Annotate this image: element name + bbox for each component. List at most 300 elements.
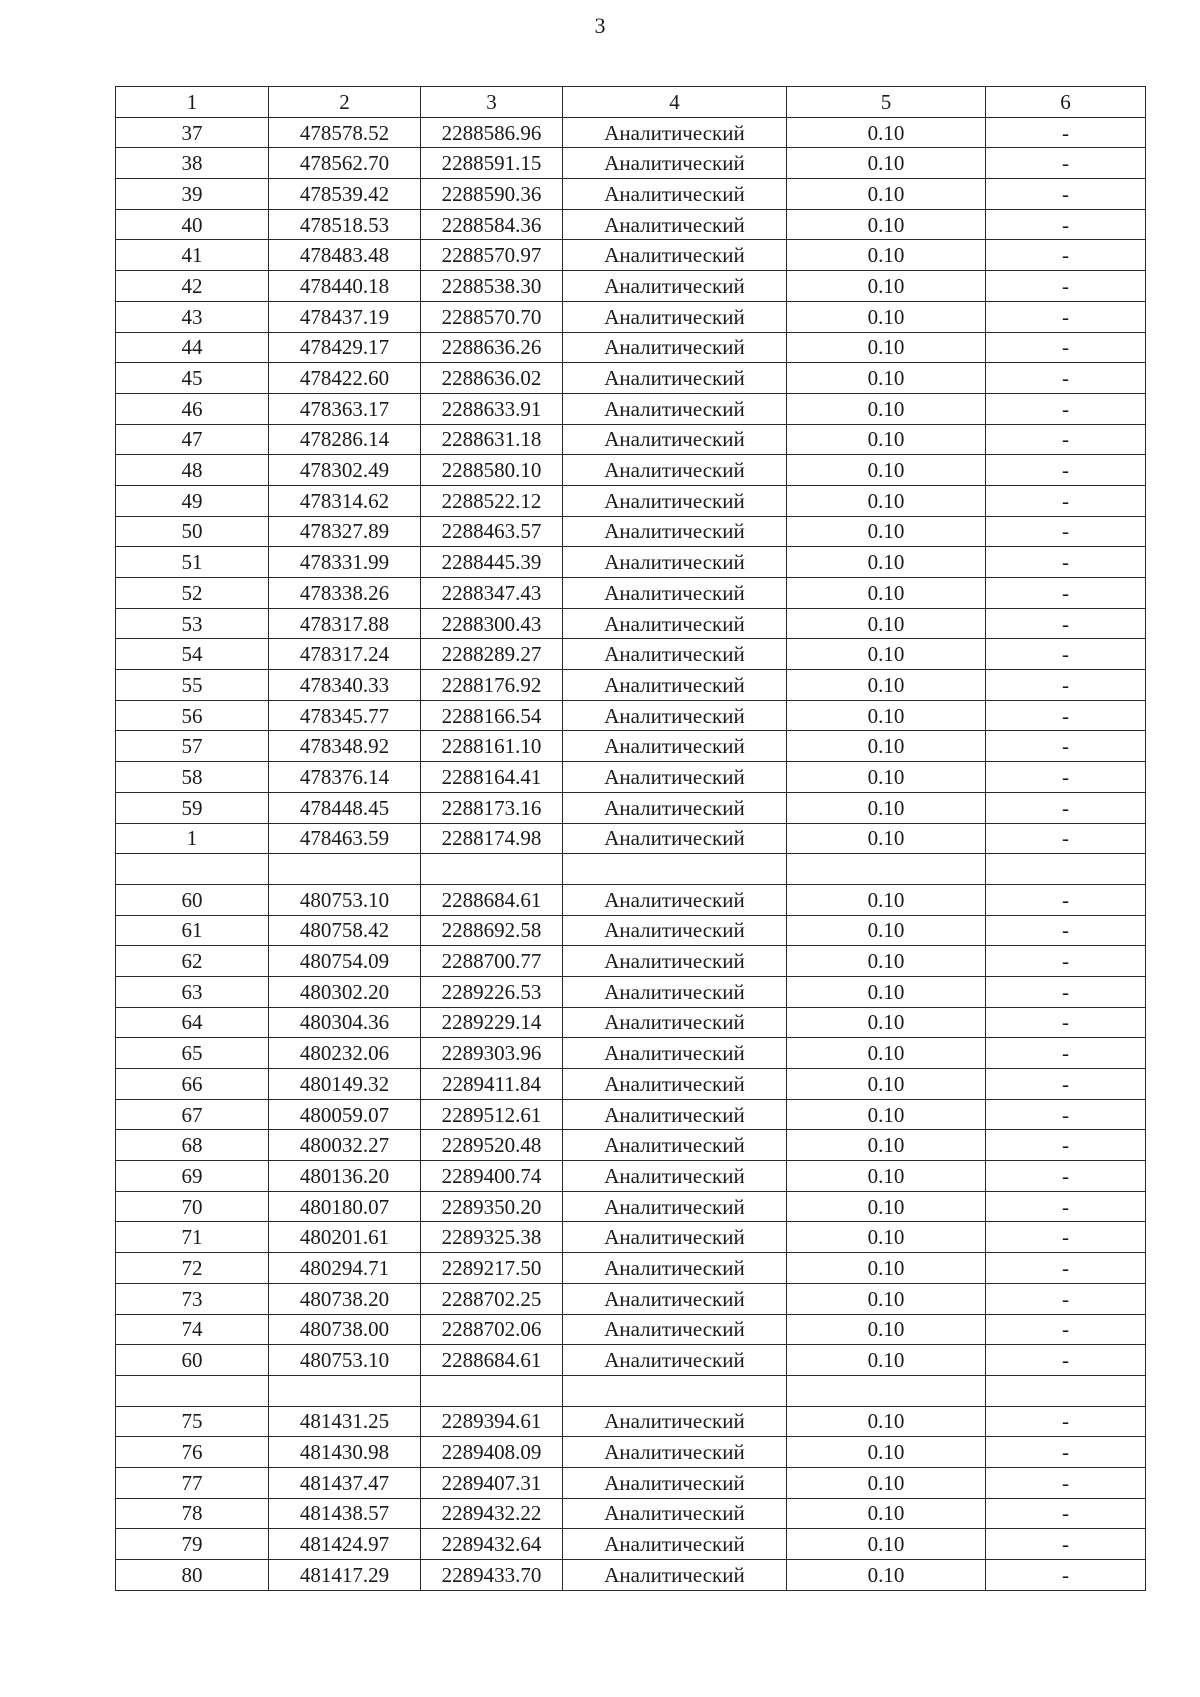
table-row — [116, 608, 1146, 639]
table-row — [116, 1130, 1146, 1161]
point-number-cell: 78 — [116, 1498, 269, 1529]
x-coordinate-cell: 478376.14 — [269, 762, 421, 793]
point-number-cell: 74 — [116, 1314, 269, 1345]
accuracy-cell: 0.10 — [787, 608, 986, 639]
table-header-row — [116, 87, 1146, 118]
note-cell: - — [986, 363, 1146, 394]
accuracy-cell: 0.10 — [787, 424, 986, 455]
table-row — [116, 1038, 1146, 1069]
note-cell: - — [986, 1345, 1146, 1376]
point-number-cell: 67 — [116, 1099, 269, 1130]
method-cell: Аналитический — [563, 608, 787, 639]
x-coordinate-cell: 481417.29 — [269, 1560, 421, 1591]
point-number-cell: 69 — [116, 1161, 269, 1192]
accuracy-cell: 0.10 — [787, 731, 986, 762]
method-cell: Аналитический — [563, 209, 787, 240]
note-cell: - — [986, 301, 1146, 332]
method-cell: Аналитический — [563, 1253, 787, 1284]
x-coordinate-cell: 480738.20 — [269, 1283, 421, 1314]
table-row — [116, 424, 1146, 455]
accuracy-cell: 0.10 — [787, 1038, 986, 1069]
point-number-cell: 58 — [116, 762, 269, 793]
method-cell: Аналитический — [563, 670, 787, 701]
method-cell: Аналитический — [563, 1345, 787, 1376]
method-cell: Аналитический — [563, 1161, 787, 1192]
y-coordinate-cell: 2288522.12 — [421, 485, 563, 516]
note-cell: - — [986, 731, 1146, 762]
y-coordinate-cell: 2288445.39 — [421, 547, 563, 578]
table-row — [116, 516, 1146, 547]
accuracy-cell: 0.10 — [787, 240, 986, 271]
accuracy-cell: 0.10 — [787, 976, 986, 1007]
table-row — [116, 1345, 1146, 1376]
table-row — [116, 455, 1146, 486]
x-coordinate-cell: 481424.97 — [269, 1529, 421, 1560]
y-coordinate-cell: 2288176.92 — [421, 670, 563, 701]
table-row — [116, 700, 1146, 731]
accuracy-cell: 0.10 — [787, 915, 986, 946]
y-coordinate-cell: 2289411.84 — [421, 1069, 563, 1100]
note-cell: - — [986, 915, 1146, 946]
method-cell: Аналитический — [563, 271, 787, 302]
method-cell: Аналитический — [563, 424, 787, 455]
note-cell: - — [986, 792, 1146, 823]
x-coordinate-cell: 478429.17 — [269, 332, 421, 363]
method-cell: Аналитический — [563, 884, 787, 915]
note-cell: - — [986, 823, 1146, 854]
page-number: 3 — [594, 13, 606, 38]
point-number-cell: 49 — [116, 485, 269, 516]
method-cell: Аналитический — [563, 578, 787, 609]
point-number-cell: 42 — [116, 271, 269, 302]
y-coordinate-cell: 2288684.61 — [421, 884, 563, 915]
header-cell: 4 — [563, 87, 787, 118]
accuracy-cell: 0.10 — [787, 1099, 986, 1130]
point-number-cell: 59 — [116, 792, 269, 823]
method-cell: Аналитический — [563, 1314, 787, 1345]
y-coordinate-cell: 2289325.38 — [421, 1222, 563, 1253]
method-cell: Аналитический — [563, 946, 787, 977]
accuracy-cell: 0.10 — [787, 332, 986, 363]
y-coordinate-cell: 2288692.58 — [421, 915, 563, 946]
method-cell: Аналитический — [563, 240, 787, 271]
y-coordinate-cell: 2288636.02 — [421, 363, 563, 394]
note-cell: - — [986, 700, 1146, 731]
accuracy-cell: 0.10 — [787, 1007, 986, 1038]
y-coordinate-cell: 2289394.61 — [421, 1406, 563, 1437]
note-cell: - — [986, 578, 1146, 609]
note-cell: - — [986, 1437, 1146, 1468]
x-coordinate-cell: 480232.06 — [269, 1038, 421, 1069]
point-number-cell: 79 — [116, 1529, 269, 1560]
x-coordinate-cell: 481438.57 — [269, 1498, 421, 1529]
method-cell: Аналитический — [563, 1498, 787, 1529]
y-coordinate-cell: 2289350.20 — [421, 1191, 563, 1222]
method-cell: Аналитический — [563, 1038, 787, 1069]
table-row — [116, 485, 1146, 516]
y-coordinate-cell: 2288586.96 — [421, 117, 563, 148]
table-row — [116, 271, 1146, 302]
x-coordinate-cell — [269, 854, 421, 885]
accuracy-cell: 0.10 — [787, 1069, 986, 1100]
table-row — [116, 976, 1146, 1007]
point-number-cell: 55 — [116, 670, 269, 701]
accuracy-cell — [787, 854, 986, 885]
table-row — [116, 823, 1146, 854]
note-cell: - — [986, 1406, 1146, 1437]
note-cell: - — [986, 1529, 1146, 1560]
method-cell: Аналитический — [563, 117, 787, 148]
method-cell: Аналитический — [563, 1283, 787, 1314]
note-cell: - — [986, 762, 1146, 793]
note-cell: - — [986, 670, 1146, 701]
x-coordinate-cell: 481437.47 — [269, 1467, 421, 1498]
point-number-cell: 72 — [116, 1253, 269, 1284]
x-coordinate-cell: 478286.14 — [269, 424, 421, 455]
note-cell: - — [986, 485, 1146, 516]
x-coordinate-cell: 480753.10 — [269, 884, 421, 915]
accuracy-cell: 0.10 — [787, 1437, 986, 1468]
method-cell: Аналитический — [563, 1437, 787, 1468]
note-cell: - — [986, 946, 1146, 977]
note-cell: - — [986, 1069, 1146, 1100]
method-cell: Аналитический — [563, 1560, 787, 1591]
method-cell: Аналитический — [563, 792, 787, 823]
point-number-cell: 51 — [116, 547, 269, 578]
note-cell: - — [986, 1283, 1146, 1314]
x-coordinate-cell — [269, 1375, 421, 1406]
accuracy-cell: 0.10 — [787, 455, 986, 486]
y-coordinate-cell: 2288463.57 — [421, 516, 563, 547]
accuracy-cell: 0.10 — [787, 1130, 986, 1161]
accuracy-cell: 0.10 — [787, 1222, 986, 1253]
table-row — [116, 301, 1146, 332]
table-row — [116, 209, 1146, 240]
accuracy-cell: 0.10 — [787, 393, 986, 424]
accuracy-cell: 0.10 — [787, 179, 986, 210]
x-coordinate-cell: 478331.99 — [269, 547, 421, 578]
note-cell: - — [986, 148, 1146, 179]
accuracy-cell: 0.10 — [787, 148, 986, 179]
table-row — [116, 240, 1146, 271]
y-coordinate-cell: 2289432.22 — [421, 1498, 563, 1529]
point-number-cell: 63 — [116, 976, 269, 1007]
point-number-cell: 53 — [116, 608, 269, 639]
table-row — [116, 179, 1146, 210]
note-cell: - — [986, 1130, 1146, 1161]
table-row — [116, 762, 1146, 793]
table-row — [116, 578, 1146, 609]
x-coordinate-cell: 480753.10 — [269, 1345, 421, 1376]
table-row — [116, 1283, 1146, 1314]
point-number-cell: 38 — [116, 148, 269, 179]
point-number-cell: 60 — [116, 1345, 269, 1376]
table-row — [116, 1222, 1146, 1253]
accuracy-cell: 0.10 — [787, 209, 986, 240]
point-number-cell: 60 — [116, 884, 269, 915]
point-number-cell: 80 — [116, 1560, 269, 1591]
accuracy-cell: 0.10 — [787, 271, 986, 302]
point-number-cell: 52 — [116, 578, 269, 609]
y-coordinate-cell: 2289229.14 — [421, 1007, 563, 1038]
note-cell: - — [986, 455, 1146, 486]
method-cell: Аналитический — [563, 332, 787, 363]
table-row — [116, 639, 1146, 670]
y-coordinate-cell: 2288702.25 — [421, 1283, 563, 1314]
x-coordinate-cell: 478327.89 — [269, 516, 421, 547]
x-coordinate-cell: 480294.71 — [269, 1253, 421, 1284]
y-coordinate-cell: 2288700.77 — [421, 946, 563, 977]
note-cell: - — [986, 1467, 1146, 1498]
table-row — [116, 1191, 1146, 1222]
method-cell: Аналитический — [563, 301, 787, 332]
header-cell: 1 — [116, 87, 269, 118]
method-cell: Аналитический — [563, 976, 787, 1007]
table-spacer-row — [116, 854, 1146, 885]
note-cell: - — [986, 393, 1146, 424]
method-cell: Аналитический — [563, 1222, 787, 1253]
x-coordinate-cell: 480180.07 — [269, 1191, 421, 1222]
x-coordinate-cell: 478348.92 — [269, 731, 421, 762]
table-row — [116, 946, 1146, 977]
x-coordinate-cell: 478363.17 — [269, 393, 421, 424]
x-coordinate-cell: 480738.00 — [269, 1314, 421, 1345]
point-number-cell: 43 — [116, 301, 269, 332]
accuracy-cell: 0.10 — [787, 946, 986, 977]
note-cell: - — [986, 884, 1146, 915]
y-coordinate-cell — [421, 1375, 563, 1406]
point-number-cell — [116, 1375, 269, 1406]
y-coordinate-cell: 2288174.98 — [421, 823, 563, 854]
y-coordinate-cell: 2289512.61 — [421, 1099, 563, 1130]
x-coordinate-cell: 478562.70 — [269, 148, 421, 179]
method-cell: Аналитический — [563, 148, 787, 179]
point-number-cell: 73 — [116, 1283, 269, 1314]
method-cell: Аналитический — [563, 1529, 787, 1560]
accuracy-cell: 0.10 — [787, 1406, 986, 1437]
note-cell: - — [986, 1099, 1146, 1130]
y-coordinate-cell: 2289520.48 — [421, 1130, 563, 1161]
method-cell: Аналитический — [563, 823, 787, 854]
y-coordinate-cell: 2288570.97 — [421, 240, 563, 271]
y-coordinate-cell: 2288702.06 — [421, 1314, 563, 1345]
note-cell: - — [986, 976, 1146, 1007]
y-coordinate-cell: 2288570.70 — [421, 301, 563, 332]
method-cell: Аналитический — [563, 547, 787, 578]
method-cell: Аналитический — [563, 179, 787, 210]
header-cell: 6 — [986, 87, 1146, 118]
table-row — [116, 884, 1146, 915]
y-coordinate-cell: 2289303.96 — [421, 1038, 563, 1069]
table-row — [116, 363, 1146, 394]
accuracy-cell: 0.10 — [787, 1283, 986, 1314]
method-cell: Аналитический — [563, 1467, 787, 1498]
method-cell: Аналитический — [563, 1099, 787, 1130]
point-number-cell: 50 — [116, 516, 269, 547]
table-row — [116, 1529, 1146, 1560]
method-cell: Аналитический — [563, 516, 787, 547]
note-cell: - — [986, 1253, 1146, 1284]
accuracy-cell: 0.10 — [787, 578, 986, 609]
point-number-cell: 44 — [116, 332, 269, 363]
y-coordinate-cell: 2288538.30 — [421, 271, 563, 302]
accuracy-cell: 0.10 — [787, 1345, 986, 1376]
x-coordinate-cell: 478518.53 — [269, 209, 421, 240]
y-coordinate-cell: 2288636.26 — [421, 332, 563, 363]
y-coordinate-cell: 2288684.61 — [421, 1345, 563, 1376]
x-coordinate-cell: 478422.60 — [269, 363, 421, 394]
table-row — [116, 915, 1146, 946]
point-number-cell: 76 — [116, 1437, 269, 1468]
method-cell: Аналитический — [563, 639, 787, 670]
accuracy-cell: 0.10 — [787, 363, 986, 394]
y-coordinate-cell: 2288173.16 — [421, 792, 563, 823]
y-coordinate-cell: 2289408.09 — [421, 1437, 563, 1468]
table-row — [116, 1007, 1146, 1038]
x-coordinate-cell: 478539.42 — [269, 179, 421, 210]
note-cell: - — [986, 1038, 1146, 1069]
point-number-cell: 61 — [116, 915, 269, 946]
x-coordinate-cell: 480136.20 — [269, 1161, 421, 1192]
method-cell: Аналитический — [563, 915, 787, 946]
note-cell: - — [986, 209, 1146, 240]
accuracy-cell: 0.10 — [787, 301, 986, 332]
accuracy-cell: 0.10 — [787, 823, 986, 854]
table-row — [116, 148, 1146, 179]
accuracy-cell: 0.10 — [787, 1253, 986, 1284]
method-cell — [563, 854, 787, 885]
y-coordinate-cell: 2288347.43 — [421, 578, 563, 609]
y-coordinate-cell: 2288633.91 — [421, 393, 563, 424]
header-cell: 2 — [269, 87, 421, 118]
accuracy-cell: 0.10 — [787, 670, 986, 701]
point-number-cell: 37 — [116, 117, 269, 148]
table-row — [116, 1560, 1146, 1591]
method-cell: Аналитический — [563, 485, 787, 516]
x-coordinate-cell: 480754.09 — [269, 946, 421, 977]
accuracy-cell: 0.10 — [787, 1467, 986, 1498]
x-coordinate-cell: 478345.77 — [269, 700, 421, 731]
point-number-cell: 39 — [116, 179, 269, 210]
table-row — [116, 1253, 1146, 1284]
x-coordinate-cell: 478437.19 — [269, 301, 421, 332]
point-number-cell: 71 — [116, 1222, 269, 1253]
x-coordinate-cell: 478338.26 — [269, 578, 421, 609]
accuracy-cell: 0.10 — [787, 639, 986, 670]
note-cell: - — [986, 1161, 1146, 1192]
x-coordinate-cell: 478340.33 — [269, 670, 421, 701]
x-coordinate-cell: 478448.45 — [269, 792, 421, 823]
accuracy-cell: 0.10 — [787, 700, 986, 731]
table-row — [116, 1498, 1146, 1529]
note-cell: - — [986, 271, 1146, 302]
note-cell: - — [986, 179, 1146, 210]
y-coordinate-cell: 2289433.70 — [421, 1560, 563, 1591]
x-coordinate-cell: 480758.42 — [269, 915, 421, 946]
x-coordinate-cell: 481431.25 — [269, 1406, 421, 1437]
accuracy-cell: 0.10 — [787, 516, 986, 547]
x-coordinate-cell: 480302.20 — [269, 976, 421, 1007]
table-row — [116, 332, 1146, 363]
x-coordinate-cell: 480032.27 — [269, 1130, 421, 1161]
y-coordinate-cell: 2288591.15 — [421, 148, 563, 179]
x-coordinate-cell: 478302.49 — [269, 455, 421, 486]
method-cell: Аналитический — [563, 455, 787, 486]
x-coordinate-cell: 478314.62 — [269, 485, 421, 516]
y-coordinate-cell: 2288166.54 — [421, 700, 563, 731]
accuracy-cell: 0.10 — [787, 117, 986, 148]
point-number-cell: 1 — [116, 823, 269, 854]
x-coordinate-cell: 480149.32 — [269, 1069, 421, 1100]
accuracy-cell: 0.10 — [787, 1191, 986, 1222]
point-number-cell: 62 — [116, 946, 269, 977]
point-number-cell — [116, 854, 269, 885]
x-coordinate-cell: 478483.48 — [269, 240, 421, 271]
y-coordinate-cell: 2288590.36 — [421, 179, 563, 210]
table-row — [116, 1069, 1146, 1100]
point-number-cell: 77 — [116, 1467, 269, 1498]
point-number-cell: 46 — [116, 393, 269, 424]
table-row — [116, 792, 1146, 823]
table-row — [116, 731, 1146, 762]
x-coordinate-cell: 481430.98 — [269, 1437, 421, 1468]
header-cell: 3 — [421, 87, 563, 118]
y-coordinate-cell: 2289217.50 — [421, 1253, 563, 1284]
table-body — [116, 87, 1146, 1591]
x-coordinate-cell: 480304.36 — [269, 1007, 421, 1038]
accuracy-cell: 0.10 — [787, 547, 986, 578]
table-row — [116, 1099, 1146, 1130]
note-cell: - — [986, 1007, 1146, 1038]
table-row — [116, 393, 1146, 424]
note-cell: - — [986, 1314, 1146, 1345]
point-number-cell: 45 — [116, 363, 269, 394]
y-coordinate-cell: 2289432.64 — [421, 1529, 563, 1560]
point-number-cell: 56 — [116, 700, 269, 731]
point-number-cell: 66 — [116, 1069, 269, 1100]
method-cell: Аналитический — [563, 1406, 787, 1437]
method-cell — [563, 1375, 787, 1406]
note-cell: - — [986, 1560, 1146, 1591]
accuracy-cell: 0.10 — [787, 884, 986, 915]
note-cell: - — [986, 516, 1146, 547]
point-number-cell: 41 — [116, 240, 269, 271]
y-coordinate-cell: 2288161.10 — [421, 731, 563, 762]
table-spacer-row — [116, 1375, 1146, 1406]
note-cell — [986, 854, 1146, 885]
table-row — [116, 1467, 1146, 1498]
note-cell — [986, 1375, 1146, 1406]
accuracy-cell: 0.10 — [787, 1314, 986, 1345]
accuracy-cell: 0.10 — [787, 1161, 986, 1192]
method-cell: Аналитический — [563, 393, 787, 424]
table-row — [116, 1161, 1146, 1192]
accuracy-cell: 0.10 — [787, 1529, 986, 1560]
point-number-cell: 65 — [116, 1038, 269, 1069]
x-coordinate-cell: 480059.07 — [269, 1099, 421, 1130]
point-number-cell: 64 — [116, 1007, 269, 1038]
method-cell: Аналитический — [563, 700, 787, 731]
y-coordinate-cell: 2288289.27 — [421, 639, 563, 670]
method-cell: Аналитический — [563, 1007, 787, 1038]
method-cell: Аналитический — [563, 1130, 787, 1161]
y-coordinate-cell: 2289400.74 — [421, 1161, 563, 1192]
accuracy-cell: 0.10 — [787, 1560, 986, 1591]
table-row — [116, 1437, 1146, 1468]
table-row — [116, 1406, 1146, 1437]
point-number-cell: 48 — [116, 455, 269, 486]
x-coordinate-cell: 478317.24 — [269, 639, 421, 670]
